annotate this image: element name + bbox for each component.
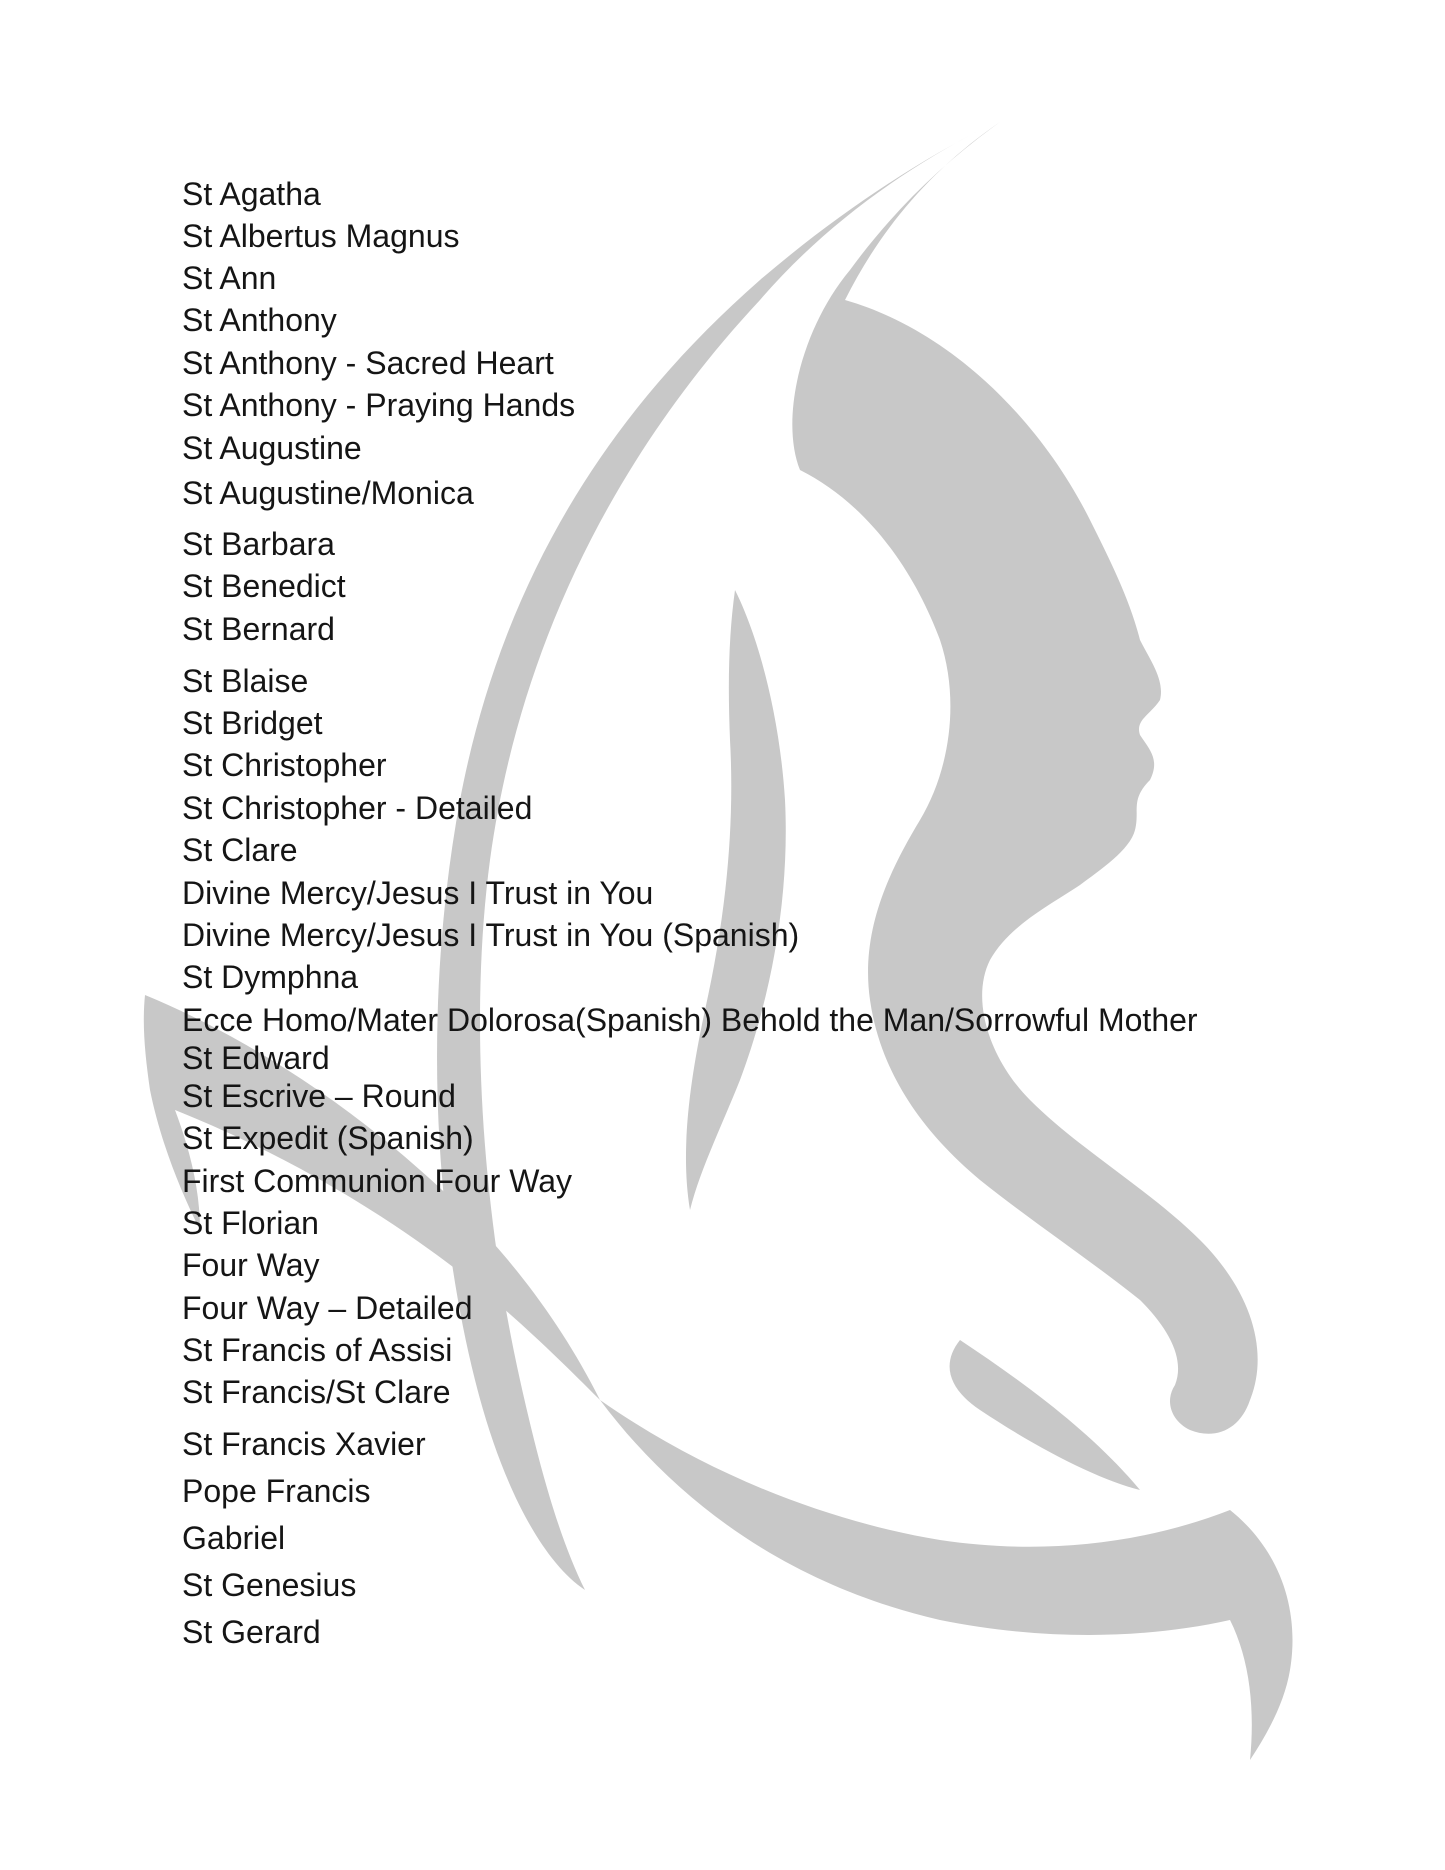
list-item: St Escrive – Round [182,1078,456,1114]
list-item: St Blaise [182,663,309,699]
list-item: St Christopher - Detailed [182,790,533,826]
list-item: Gabriel [182,1520,286,1556]
list-item: St Augustine/Monica [182,475,474,511]
list-item: St Bernard [182,611,335,647]
list-item: St Albertus Magnus [182,218,460,254]
list-item: St Edward [182,1040,330,1076]
list-item: St Francis/St Clare [182,1374,451,1410]
list-item: Pope Francis [182,1473,371,1509]
list-item: St Christopher [182,747,387,783]
list-item: St Francis Xavier [182,1426,426,1462]
list-item: St Benedict [182,568,346,604]
list-item: Ecce Homo/Mater Dolorosa(Spanish) Behold the Man/Sorrowful Mother [182,1002,1198,1038]
list-item: St Florian [182,1205,319,1241]
saint-name-list [182,0,1282,1870]
list-item: St Barbara [182,526,335,562]
list-item: St Ann [182,260,277,296]
list-item: First Communion Four Way [182,1163,572,1199]
list-item: St Anthony - Sacred Heart [182,345,554,381]
list-item: Four Way – Detailed [182,1290,473,1326]
list-item: St Agatha [182,176,321,212]
list-item: St Augustine [182,430,362,466]
list-item: St Expedit (Spanish) [182,1120,474,1156]
list-item: St Anthony [182,302,337,338]
list-item: St Bridget [182,705,323,741]
list-item: Divine Mercy/Jesus I Trust in You (Spanish) [182,917,800,953]
list-item: St Anthony - Praying Hands [182,387,576,423]
list-item: Four Way [182,1247,320,1283]
list-item: St Dymphna [182,959,359,995]
list-item: St Clare [182,832,298,868]
list-item: Divine Mercy/Jesus I Trust in You [182,875,654,911]
list-item: St Gerard [182,1614,321,1650]
list-item: St Francis of Assisi [182,1332,453,1368]
list-item: St Genesius [182,1567,357,1603]
